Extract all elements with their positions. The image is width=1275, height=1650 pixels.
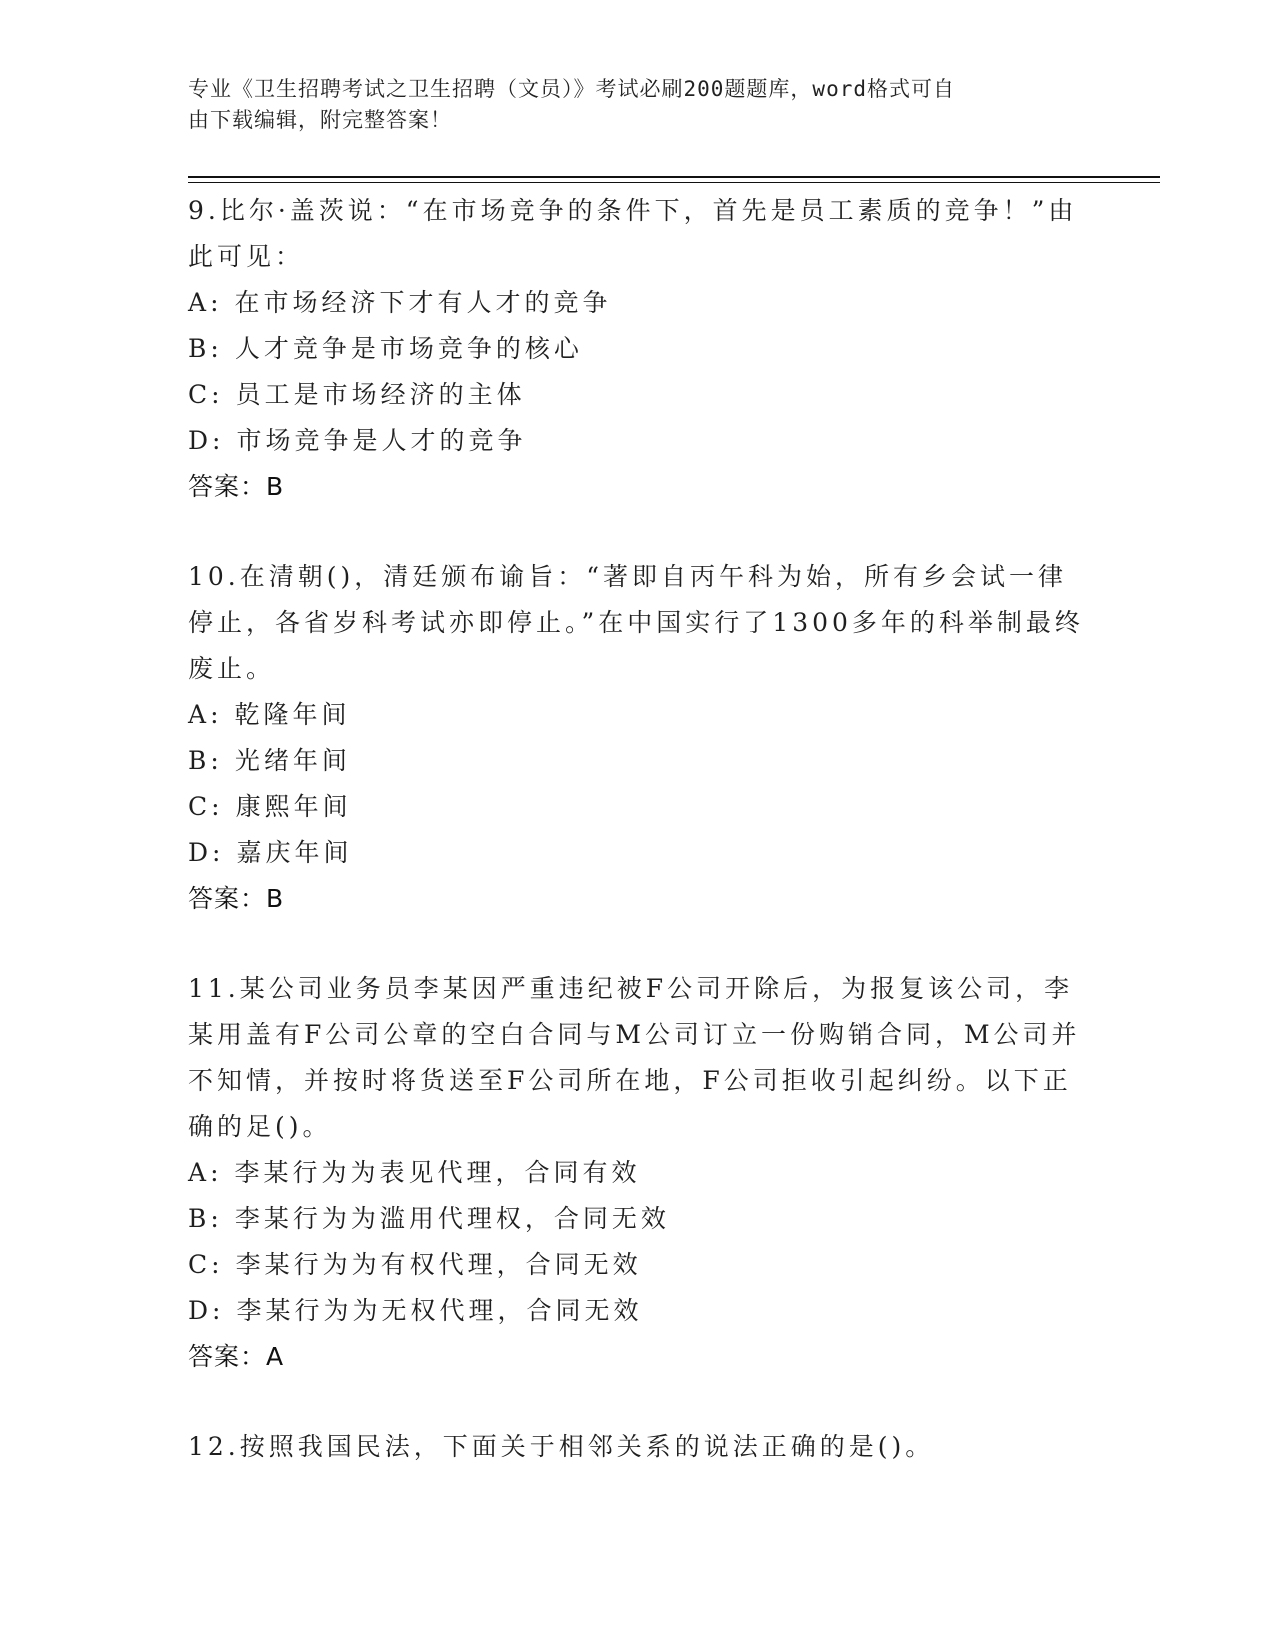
question-list xyxy=(188,188,1088,1514)
option-c: C: 康熙年间 xyxy=(188,792,352,821)
question-number: 11. xyxy=(188,974,240,1003)
question-11 xyxy=(188,966,1088,1380)
option-a: A: 乾隆年间 xyxy=(188,700,351,729)
option-key: A xyxy=(188,700,211,729)
option-b: B: 人才竞争是市场竞争的核心 xyxy=(188,334,583,363)
answer-line xyxy=(188,876,1088,922)
question-stem xyxy=(188,188,1088,280)
option-key: C xyxy=(188,792,212,821)
question-stem xyxy=(188,554,1088,692)
option-text: 康熙年间 xyxy=(235,792,352,821)
option-key: B xyxy=(188,334,211,363)
option-text: 嘉庆年间 xyxy=(236,838,353,867)
option-text: 光绪年间 xyxy=(234,746,351,775)
question-10 xyxy=(188,554,1088,922)
option-key: B xyxy=(188,746,211,775)
option-text: 市场竞争是人才的竞争 xyxy=(236,426,527,455)
option-d: D: 嘉庆年间 xyxy=(188,838,353,867)
option-key: D xyxy=(188,426,213,455)
question-text: 按照我国民法，下面关于相邻关系的说法正确的是()。 xyxy=(239,1432,935,1461)
option-b: B: 光绪年间 xyxy=(188,746,351,775)
option-d: D: 市场竞争是人才的竞争 xyxy=(188,426,527,455)
option-a: A: 在市场经济下才有人才的竞争 xyxy=(188,288,612,317)
option-text: 人才竞争是市场竞争的核心 xyxy=(234,334,583,363)
option-text: 李某行为为无权代理，合同无效 xyxy=(236,1296,643,1325)
header-divider-thick xyxy=(188,176,1160,178)
answer-label: 答案： xyxy=(188,1342,267,1371)
option-key: A xyxy=(188,1158,211,1187)
option-text: 乾隆年间 xyxy=(234,700,351,729)
question-text: 某公司业务员李某因严重违纪被F公司开除后，为报复该公司，李某用盖有F公司公章的空白合同与M公司订立一份购销合同，M公司并不知情，并按时将货送至F公司所在地，F公司拒收引起纠纷。以下正确的足()。 xyxy=(188,974,1081,1141)
header-intro-line-2: 由下载编辑，附完整答案！ xyxy=(188,108,452,132)
question-text: 在清朝()，清廷颁布谕旨：“著即自丙午科为始，所有乡会试一律停止，各省岁科考试亦即停止。”在中国实行了1300多年的科举制最终废止。 xyxy=(188,562,1084,683)
option-c: C: 员工是市场经济的主体 xyxy=(188,380,526,409)
question-stem xyxy=(188,966,1088,1150)
question-number: 10. xyxy=(188,562,240,591)
question-12 xyxy=(188,1424,1088,1470)
option-text: 李某行为为有权代理，合同无效 xyxy=(235,1250,642,1279)
option-key: C xyxy=(188,380,212,409)
option-text: 李某行为为表见代理，合同有效 xyxy=(234,1158,641,1187)
option-c: C: 李某行为为有权代理，合同无效 xyxy=(188,1250,642,1279)
document-header xyxy=(188,74,1088,136)
option-d: D: 李某行为为无权代理，合同无效 xyxy=(188,1296,643,1325)
option-key: D xyxy=(188,1296,213,1325)
header-divider-thin xyxy=(188,182,1160,183)
question-number: 9. xyxy=(188,196,220,225)
header-intro-line-1: 专业《卫生招聘考试之卫生招聘（文员）》考试必刷200题题库，word格式可自 xyxy=(188,77,955,101)
option-key: D xyxy=(188,838,213,867)
question-text: 比尔·盖茨说：“在市场竞争的条件下，首先是员工素质的竞争！”由此可见： xyxy=(188,196,1078,271)
answer-label: 答案： xyxy=(188,472,267,501)
answer-value: B xyxy=(266,884,285,913)
option-text: 员工是市场经济的主体 xyxy=(235,380,526,409)
option-a: A: 李某行为为表见代理，合同有效 xyxy=(188,1158,641,1187)
option-key: A xyxy=(188,288,211,317)
answer-line xyxy=(188,464,1088,510)
answer-value: B xyxy=(266,472,285,501)
answer-line xyxy=(188,1334,1088,1380)
question-9 xyxy=(188,188,1088,510)
option-text: 李某行为为滥用代理权，合同无效 xyxy=(234,1204,670,1233)
option-key: B xyxy=(188,1204,211,1233)
option-b: B: 李某行为为滥用代理权，合同无效 xyxy=(188,1204,670,1233)
answer-value: A xyxy=(266,1342,285,1371)
question-number: 12. xyxy=(188,1432,240,1461)
answer-label: 答案： xyxy=(188,884,267,913)
question-stem xyxy=(188,1424,1088,1470)
option-text: 在市场经济下才有人才的竞争 xyxy=(234,288,612,317)
option-key: C xyxy=(188,1250,212,1279)
